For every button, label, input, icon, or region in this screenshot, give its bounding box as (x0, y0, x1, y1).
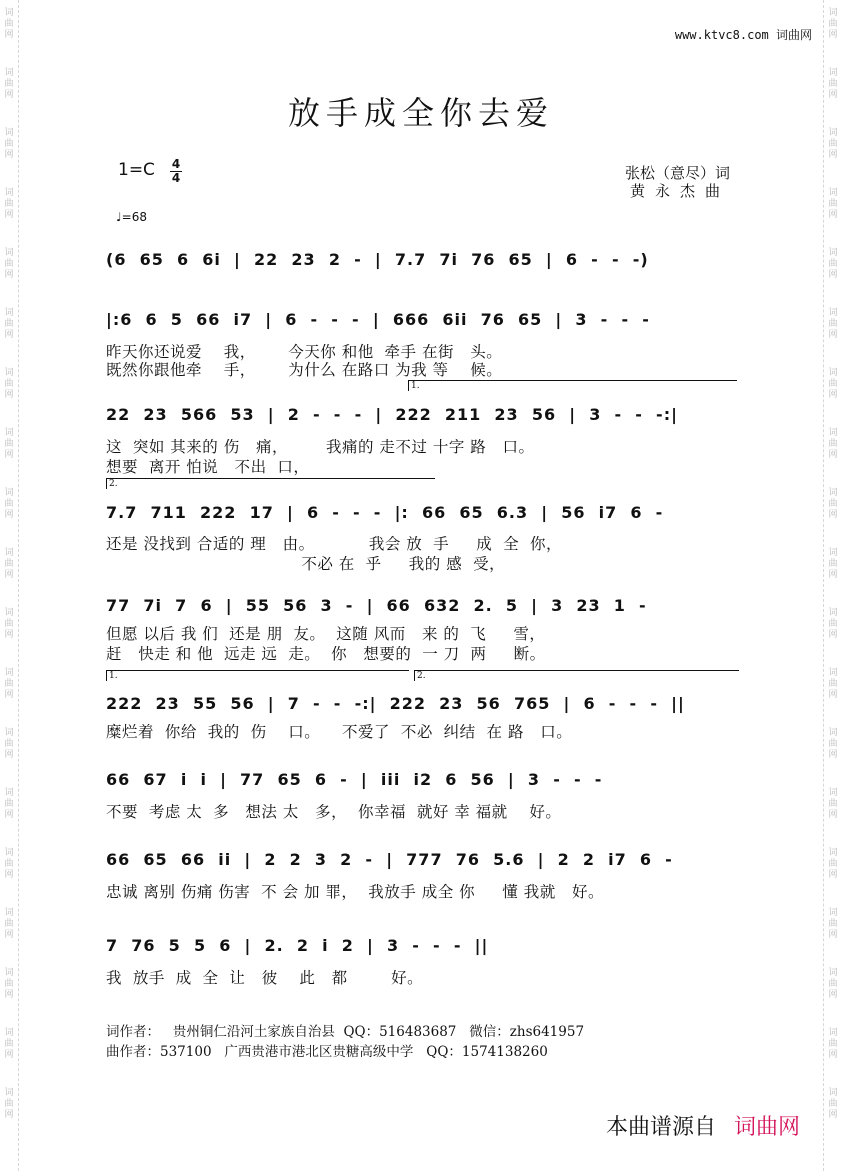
site-url[interactable]: www.ktvc8.com 词曲网 (674, 28, 812, 42)
lyric-row-4-verse-2: 不必 在 乎 我的 感 受， (106, 555, 506, 573)
footer-lyricist-info: 词作者： 贵州铜仁沿河土家族自治县 QQ：516483687 微信：zhs641957 (106, 1024, 585, 1040)
composer-credit: 黄永杰曲 (629, 182, 730, 200)
lyric-row-2-verse-2: 既然你跟他牵 手， 为什么 在路口 为我 等 候。 (106, 361, 503, 379)
notation-row-5: 77 7i 7 6 | 55 56 3 - | 66 632 2. 5 | 3 23 1 - (106, 596, 647, 615)
lyric-row-9: 我 放手 成 全 让 彼 此 都 好。 (106, 969, 424, 987)
lyric-row-8: 忠诚 离别 伤痛 伤害 不 会 加 罪， 我放手 成全 你 懂 我就 好。 (106, 883, 604, 901)
lyric-row-2-verse-1: 昨天你还说爱 我， 今天你 和他 牵手 在街 头。 (106, 343, 503, 361)
lyric-row-5-verse-2: 赶 快走 和 他 远走 远 走。 你 想要的 一 刀 两 断。 (106, 645, 546, 663)
lyricist-credit: 张松（意尽）词 (624, 164, 730, 182)
side-watermark-text: 词 曲 网 (828, 1088, 838, 1120)
volta-1: 1. (408, 380, 737, 391)
side-watermark-text: 词 曲 网 (828, 968, 838, 1000)
notation-row-2: |:6 6 5 66 i7 | 6 - - - | 666 6ii 76 65 | 3 - - - (106, 310, 650, 329)
side-watermark-text: 词 曲 网 (4, 908, 14, 940)
notation-row-1: (6 65 6 6i | 22 23 2 - | 7.7 7i 76 65 | 6 - - -) (106, 250, 649, 269)
lyric-row-3-verse-2: 想要 离开 怕说 不出 口， (106, 458, 310, 476)
side-watermark-text: 词 曲 网 (828, 668, 838, 700)
notation-row-6: 222 23 55 56 | 7 - - -:| 222 23 56 765 | 6 - - - || (106, 694, 685, 713)
side-watermark-text: 词 曲 网 (4, 968, 14, 1000)
side-watermark-text: 词 曲 网 (4, 68, 14, 100)
notation-row-4: 7.7 711 222 17 | 6 - - - |: 66 65 6.3 | 56 i7 6 - (106, 503, 664, 522)
side-watermark-text: 词 曲 网 (828, 608, 838, 640)
side-watermark-text: 词 曲 网 (828, 368, 838, 400)
side-watermark-text: 词 曲 网 (4, 1088, 14, 1120)
side-watermark-text: 词 曲 网 (828, 188, 838, 220)
volta-1b: 1. (106, 670, 409, 681)
side-watermark-text: 词 曲 网 (828, 488, 838, 520)
source-prefix: 本曲谱源自 (605, 1115, 716, 1140)
notation-row-7: 66 67 i i | 77 65 6 - | iii i2 6 56 | 3 - - - (106, 770, 603, 789)
meter-top: 4 (171, 157, 181, 171)
side-watermark-text: 词 曲 网 (828, 728, 838, 760)
side-watermark-text: 词 曲 网 (4, 848, 14, 880)
side-watermark-text: 词 曲 网 (828, 1028, 838, 1060)
meter-bottom: 4 (171, 171, 181, 185)
lyric-row-6: 糜烂着 你给 我的 伤 口。 不爱了 不必 纠结 在 路 口。 (106, 723, 573, 741)
volta-2b: 2. (414, 670, 739, 681)
lyric-row-7: 不要 考虑 太 多 想法 太 多， 你幸福 就好 幸 福就 好。 (106, 803, 562, 821)
right-watermark-strip (823, 0, 842, 1171)
side-watermark-text: 词 曲 网 (828, 788, 838, 820)
side-watermark-text: 词 曲 网 (828, 308, 838, 340)
time-signature (170, 158, 182, 185)
side-watermark-text: 词 曲 网 (4, 128, 14, 160)
side-watermark-text: 词 曲 网 (4, 368, 14, 400)
side-watermark-text: 词 曲 网 (4, 488, 14, 520)
side-watermark-text: 词 曲 网 (4, 188, 14, 220)
side-watermark-text: 词 曲 网 (828, 248, 838, 280)
side-watermark-text: 词 曲 网 (828, 8, 838, 40)
notation-row-3: 22 23 566 53 | 2 - - - | 222 211 23 56 | 3 - - -:| (106, 405, 678, 424)
lyric-row-3-verse-1: 这 突如 其来的 伤 痛， 我痛的 走不过 十字 路 口。 (106, 438, 535, 456)
side-watermark-text: 词 曲 网 (828, 428, 838, 460)
source-credit (606, 1110, 800, 1141)
side-watermark-text: 词 曲 网 (828, 548, 838, 580)
song-title: 放手成全你去爱 (287, 94, 554, 132)
lyric-row-5-verse-1: 但愿 以后 我 们 还是 朋 友。 这随 风而 来 的 飞 雪， (106, 625, 546, 643)
notation-row-8: 66 65 66 ii | 2 2 3 2 - | 777 76 5.6 | 2 2 i7 6 - (106, 850, 673, 869)
lyric-row-4-verse-1: 还是 没找到 合适的 理 由。 我会 放 手 成 全 你， (106, 535, 562, 553)
side-watermark-text: 词 曲 网 (4, 428, 14, 460)
side-watermark-text: 词 曲 网 (4, 308, 14, 340)
side-watermark-text: 词 曲 网 (4, 8, 14, 40)
left-watermark-strip (0, 0, 19, 1171)
source-brand-link[interactable]: 词曲网 (733, 1115, 800, 1140)
side-watermark-text: 词 曲 网 (4, 728, 14, 760)
side-watermark-text: 词 曲 网 (828, 128, 838, 160)
side-watermark-text: 词 曲 网 (828, 848, 838, 880)
notation-row-9: 7 76 5 5 6 | 2. 2 i 2 | 3 - - - || (106, 936, 489, 955)
key-signature: 1=C (118, 160, 155, 180)
side-watermark-text: 词 曲 网 (4, 788, 14, 820)
side-watermark-text: 词 曲 网 (4, 608, 14, 640)
side-watermark-text: 词 曲 网 (828, 68, 838, 100)
tempo-mark: ♩=68 (116, 210, 147, 224)
side-watermark-text: 词 曲 网 (4, 1028, 14, 1060)
volta-2: 2. (106, 478, 435, 489)
side-watermark-text: 词 曲 网 (4, 548, 14, 580)
footer-composer-info: 曲作者：537100 广西贵港市港北区贵糖高级中学 QQ：1574138260 (106, 1044, 548, 1060)
side-watermark-text: 词 曲 网 (4, 248, 14, 280)
side-watermark-text: 词 曲 网 (4, 668, 14, 700)
side-watermark-text: 词 曲 网 (828, 908, 838, 940)
